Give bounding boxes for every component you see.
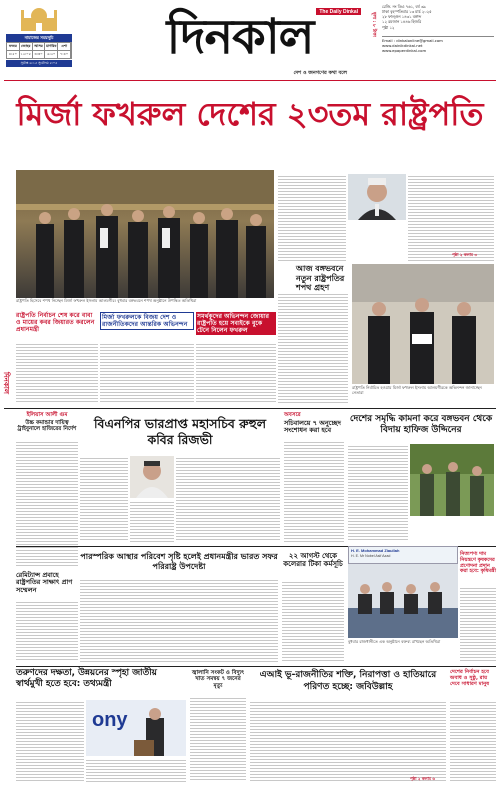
hafiz-photo (410, 444, 494, 516)
price-label: মূল্য : ৮ টাকা (371, 12, 376, 37)
prayer-title: নামাজের সময়সূচি (6, 34, 72, 42)
farmers-body (460, 586, 496, 662)
lead-body-col-1 (16, 342, 98, 404)
sub-head-2-text: মির্জা ফখরুলকে বিজয় দেশ ও রাজনীতিকদের আন্তরিক অভিনন্দন (102, 314, 188, 329)
lead-photo (16, 170, 274, 298)
lead-body-col-3 (196, 342, 276, 404)
remit-headline: রেমিট্যান্স প্রবাহে রাষ্ট্রপতির সাক্ষাৎ প্রাণ সম্মেলন (16, 571, 73, 594)
banner-name: H. E. Mohammad Ziaullah (351, 548, 400, 553)
banner-sub: H. E. Mr Nobel Asif Azad (351, 554, 391, 558)
email-link[interactable]: Email : dinkalonline@gmail.com (382, 37, 443, 43)
prayer-name: ফজর (7, 43, 20, 50)
rule-mid-3 (16, 666, 496, 667)
sub-head-2 (100, 312, 194, 330)
sub-head-3-text: সমর্থকুদের অভিনন্দন জোয়ার রাষ্ট্রপতি হয়ে সবাইকে বুকে টেনে নিলেন ফখরুল (197, 313, 270, 335)
rizvi-body-1 (80, 456, 128, 542)
brand-title: দিনকাল (166, 9, 314, 65)
date-box (382, 4, 494, 53)
web-link-2[interactable]: www.epaperdinkal.com (382, 47, 427, 53)
mosque-icon (20, 4, 58, 32)
bottom-more-link[interactable]: পৃষ্ঠা ২ কলাম ৬ (410, 776, 436, 781)
vertical-label: দিনকাল (2, 372, 10, 395)
lead-photo-caption: রাষ্ট্রপতি হিসেবে শপথ নিচ্ছেন মির্জা ফখরুল ইসলাম আলমগীর। বুধবার বঙ্গভবনে শপথ অনুষ্ঠানে উপস্থিত অতিথিরা (16, 298, 197, 303)
short-sub-1: উচ্চ কমান্ডার দায়িত্ব ট্রাইবুনালে হাজিরের নির্দেশ (17, 420, 77, 433)
rizvi-headline: বিএনপির ভারপ্রাপ্ত মহাসচিব রুহুল কবির রিজভী (93, 416, 267, 447)
rizvi-portrait (130, 456, 174, 498)
youth-body-1 (16, 700, 84, 782)
s3-headline: সচিবালয়ে ৭ অনুচ্ছেদ সংশোধন করা হবে (284, 419, 341, 435)
lead-body-col-4 (278, 174, 346, 262)
prayer-time: ৪:৫০ (7, 50, 20, 58)
kicker-s3: অবসরে (284, 412, 301, 418)
india-visit-body (80, 578, 278, 662)
lead-body-col-5 (408, 174, 494, 262)
prayer-time: ৩:৩০ (33, 50, 46, 58)
india-visit-headline: পারস্পরিক আস্থার পরিবেশ সৃষ্টি হলেই প্রধানমন্ত্রীর ভারত সফর পরিরাষ্ট্র উপদেষ্টা (80, 552, 278, 571)
ai-headline: এআই ভূ-রাজনীতির শক্তি, নিরাপত্তা ও হাতিয়ারে পরিণত হচ্ছে: জবিউল্লাহ (259, 670, 437, 692)
date-line-2: ২৮ ফাল্গুন ১৪৩১ বঙ্গাব্দ (382, 14, 422, 20)
energy-headline: জ্বালানি সংকট ও বিদ্যুৎ খাত সমন্বয় ৭ জনের মৃত্যু (191, 670, 245, 689)
date-line-4: পৃষ্ঠা ১২ (382, 24, 395, 30)
prayer-box (6, 34, 72, 72)
right-photo-caption: রাষ্ট্রপতি নির্বাচিত হওয়ায় মির্জা ফখরুল ইসলাম আলমগীরকে অভিনন্দন জানাচ্ছেন নেতারা (352, 385, 482, 395)
prayer-name: মাগরিব (46, 44, 57, 48)
hafiz-body (348, 444, 408, 542)
farmers-headline: নিত্যপণ্য দাম নিয়ন্ত্রণে কৃষকদের প্রণোদনা প্রদান করা হবে: কৃষিমন্ত্রী (460, 551, 496, 575)
s3-body (284, 440, 344, 542)
english-title: The Daily Dinkal (316, 8, 361, 15)
date-line-1: ঢাকা বৃহস্পতিবার ১৩ মার্চ ২০২৫ (382, 9, 432, 15)
hafiz-headline: দেশের সমৃদ্ধি কামনা করে বঙ্গভবন থেকে বিদায় হাফিজ উদ্দিনের (349, 414, 493, 436)
seminar-photo (348, 564, 458, 638)
fakhrul-portrait (348, 174, 406, 220)
masthead-rule (4, 80, 496, 81)
prayer-time: ৭:৪০ (58, 50, 71, 58)
lead-more-link[interactable]: পৃষ্ঠা ২ কলাম ৩ (452, 252, 478, 257)
lead-headline: মির্জা ফখরুল দেশের ২৩তম রাষ্ট্রপতি (16, 95, 484, 133)
prayer-time: ৬:২০ (45, 50, 58, 58)
sun-line: সূর্যাস্ত ৬:১৫ সূর্যোদয় ৫:০৫ (6, 60, 72, 67)
election-headline: দেশের নির্বাচন হবে অবাধ ও সুষ্ঠু, রায় দেবে সাধারণ মানুষ (450, 669, 490, 687)
side-headline-oath: আজ বঙ্গভবনে নতুন রাষ্ট্রপতির শপথ গ্রহণ (296, 264, 345, 293)
date-line-3: ১২ রমজান ১৪৪৬ হিজরি (382, 19, 422, 25)
remit-body (16, 600, 78, 662)
rizvi-body-2 (176, 456, 280, 542)
web-link-1[interactable]: www.dainikdinkal.net (382, 42, 423, 48)
youth-headline: তরুণদের দক্ষতা, উন্নয়নের স্পৃহা জাতীয় স্বার্থমুখী হতে হবে: তথ্যমন্ত্রী (16, 668, 157, 690)
prayer-name: জোহর (20, 43, 33, 50)
seminar-caption: বুধবার রাজধানীতে এক অনুষ্ঠানে বক্তব্য রাখছেন অতিথিরা (348, 639, 441, 644)
prayer-name: আসর (33, 43, 46, 50)
rizvi-body-3 (130, 500, 174, 542)
prayer-time: ১২:০৫ (20, 52, 31, 56)
rule-mid-1 (4, 408, 496, 409)
short-head-1: ইলিয়াস আলী গুম (26, 412, 68, 418)
cholera-headline: ২২ আগস্ট থেকে কলেরার টিকা কর্মসূচি (283, 552, 343, 569)
youth-photo (86, 700, 186, 756)
svg-text:ony: ony (92, 709, 128, 731)
seminar-banner (348, 546, 458, 564)
youth-body-2 (86, 758, 186, 782)
short-1-body (16, 440, 78, 568)
sub-head-3 (196, 312, 276, 335)
right-photo (352, 264, 494, 384)
lead-body-col-2 (100, 342, 194, 404)
election-body (450, 700, 496, 782)
masthead-title (115, 4, 365, 76)
reg-number: রেজি. নং ডিএ ৭৬১, বর্ষ ৩৯ (382, 4, 426, 9)
prayer-grid (6, 42, 72, 59)
contact-box (382, 36, 494, 53)
ai-body (250, 700, 446, 782)
sub-head-1: রাষ্ট্রপতি নির্বাচন শেষ করে বাবা ও মায়ের কবর জিয়ারত করলেন প্রধানমন্ত্রী (16, 312, 95, 334)
cholera-body (282, 580, 344, 662)
lead-body-col-6 (278, 292, 348, 404)
slogan: দেশ ও জনগণের কথা বলে (293, 70, 347, 76)
prayer-name: এশা (58, 43, 71, 50)
energy-body (190, 696, 246, 782)
